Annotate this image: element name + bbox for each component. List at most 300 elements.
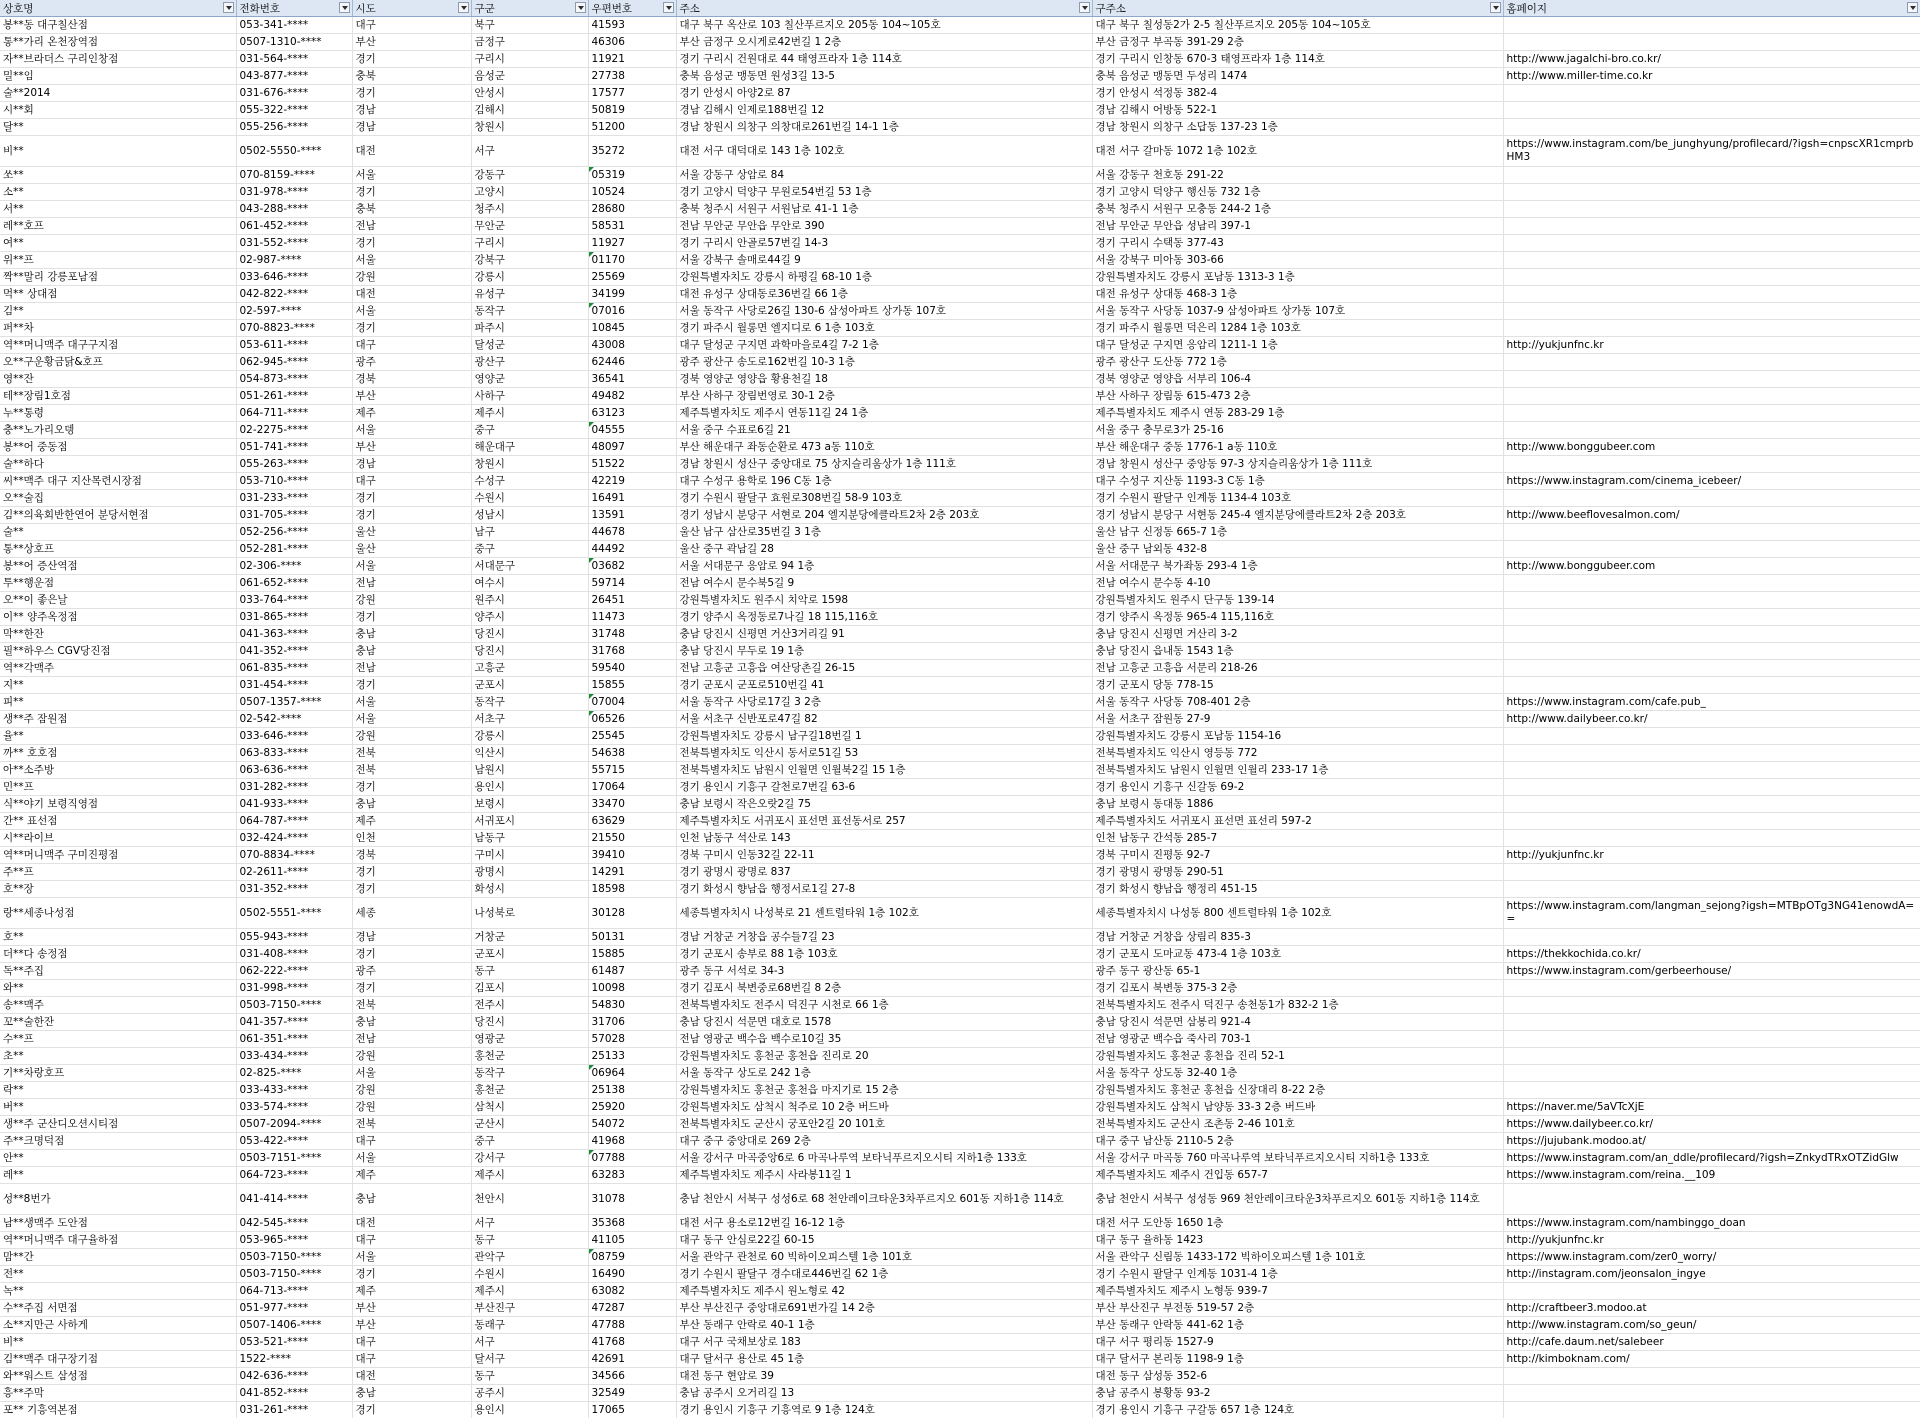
cell-name[interactable]: 퍼**차 (0, 320, 236, 337)
cell-zip[interactable]: 25920 (588, 1099, 676, 1116)
cell-phone[interactable]: 053-341-**** (236, 17, 352, 34)
cell-address[interactable]: 충남 공주시 오거리길 13 (676, 1385, 1092, 1402)
cell-old-address[interactable]: 대전 동구 삼성동 352-6 (1092, 1368, 1503, 1385)
cell-phone[interactable]: 0502-5551-**** (236, 898, 352, 929)
cell-phone[interactable]: 0507-1357-**** (236, 694, 352, 711)
cell-gugun[interactable]: 보령시 (471, 796, 588, 813)
cell-zip[interactable]: 54638 (588, 745, 676, 762)
cell-address[interactable]: 서울 관악구 관천로 60 빅하이오피스텔 1층 101호 (676, 1249, 1092, 1266)
cell-address[interactable]: 경기 파주시 월롱면 엘지디로 6 1층 103호 (676, 320, 1092, 337)
cell-name[interactable]: 피** (0, 694, 236, 711)
cell-sido[interactable]: 서울 (352, 167, 471, 184)
cell-zip[interactable]: 36541 (588, 371, 676, 388)
cell-address[interactable]: 경북 영양군 영양읍 황용천길 18 (676, 371, 1092, 388)
cell-address[interactable]: 경기 성남시 분당구 서현로 204 엘지분당에클라트2차 2층 203호 (676, 507, 1092, 524)
cell-zip[interactable]: 15885 (588, 946, 676, 963)
cell-old-address[interactable]: 전남 고흥군 고흥읍 서문리 218-26 (1092, 660, 1503, 677)
cell-name[interactable]: 랑**세종나성점 (0, 898, 236, 929)
cell-phone[interactable]: 043-288-**** (236, 201, 352, 218)
cell-name[interactable]: 역**머니맥주 대구율하점 (0, 1232, 236, 1249)
cell-phone[interactable]: 0507-1406-**** (236, 1317, 352, 1334)
filter-dropdown-icon[interactable] (339, 2, 350, 13)
cell-zip[interactable]: 25569 (588, 269, 676, 286)
cell-address[interactable]: 대구 서구 국채보상로 183 (676, 1334, 1092, 1351)
cell-old-address[interactable]: 강원특별자치도 강릉시 포남동 1154-16 (1092, 728, 1503, 745)
cell-zip[interactable]: 10524 (588, 184, 676, 201)
cell-zip[interactable]: 17577 (588, 85, 676, 102)
cell-zip[interactable]: 10098 (588, 980, 676, 997)
cell-homepage[interactable] (1503, 201, 1920, 218)
cell-old-address[interactable]: 경남 창원시 성산구 중앙동 97-3 상지슬리움상가 1층 111호 (1092, 456, 1503, 473)
cell-old-address[interactable]: 경기 수원시 팔달구 인계동 1134-4 103호 (1092, 490, 1503, 507)
cell-homepage[interactable] (1503, 490, 1920, 507)
cell-zip[interactable]: 48097 (588, 439, 676, 456)
cell-homepage[interactable] (1503, 422, 1920, 439)
cell-address[interactable]: 충북 음성군 맹동면 원성3길 13-5 (676, 68, 1092, 85)
cell-zip[interactable]: 08759 (588, 1249, 676, 1266)
cell-name[interactable]: 포** 기흥역본점 (0, 1402, 236, 1418)
cell-old-address[interactable]: 전북특별자치도 익산시 영등동 772 (1092, 745, 1503, 762)
cell-zip[interactable]: 41105 (588, 1232, 676, 1249)
cell-sido[interactable]: 경기 (352, 85, 471, 102)
cell-old-address[interactable]: 인천 남동구 간석동 285-7 (1092, 830, 1503, 847)
cell-homepage[interactable] (1503, 997, 1920, 1014)
cell-sido[interactable]: 경남 (352, 929, 471, 946)
cell-zip[interactable]: 11921 (588, 51, 676, 68)
cell-address[interactable]: 대전 서구 대덕대로 143 1층 102호 (676, 136, 1092, 167)
cell-name[interactable]: 와**워스트 삼성점 (0, 1368, 236, 1385)
cell-old-address[interactable]: 경남 김해시 어방동 522-1 (1092, 102, 1503, 119)
cell-address[interactable]: 경기 수원시 팔달구 경수대로446번길 62 1층 (676, 1266, 1092, 1283)
cell-homepage[interactable] (1503, 388, 1920, 405)
cell-phone[interactable]: 064-787-**** (236, 813, 352, 830)
cell-zip[interactable]: 44492 (588, 541, 676, 558)
cell-address[interactable]: 서울 강북구 솔매로44길 9 (676, 252, 1092, 269)
cell-sido[interactable]: 강원 (352, 592, 471, 609)
cell-address[interactable]: 대구 중구 중앙대로 269 2층 (676, 1133, 1092, 1150)
cell-old-address[interactable]: 대구 동구 율하동 1423 (1092, 1232, 1503, 1249)
cell-name[interactable]: 먹** 상대점 (0, 286, 236, 303)
cell-sido[interactable]: 강원 (352, 1082, 471, 1099)
column-header-gugun[interactable] (471, 0, 588, 17)
cell-name[interactable]: 비** (0, 136, 236, 167)
cell-old-address[interactable]: 부산 사하구 장림동 615-473 2층 (1092, 388, 1503, 405)
cell-zip[interactable]: 63123 (588, 405, 676, 422)
cell-sido[interactable]: 충북 (352, 201, 471, 218)
cell-sido[interactable]: 대전 (352, 1215, 471, 1232)
cell-gugun[interactable]: 군산시 (471, 1116, 588, 1133)
cell-name[interactable]: 역**머니맥주 구미진평점 (0, 847, 236, 864)
cell-sido[interactable]: 서울 (352, 558, 471, 575)
cell-gugun[interactable]: 남원시 (471, 762, 588, 779)
cell-phone[interactable]: 062-222-**** (236, 963, 352, 980)
cell-sido[interactable]: 세종 (352, 898, 471, 929)
cell-name[interactable]: 식**야기 보령직영점 (0, 796, 236, 813)
cell-zip[interactable]: 25133 (588, 1048, 676, 1065)
cell-homepage[interactable]: http://www.beeflovesalmon.com/ (1503, 507, 1920, 524)
cell-zip[interactable]: 51522 (588, 456, 676, 473)
cell-phone[interactable]: 0502-5550-**** (236, 136, 352, 167)
cell-sido[interactable]: 전남 (352, 1031, 471, 1048)
cell-phone[interactable]: 061-652-**** (236, 575, 352, 592)
cell-phone[interactable]: 0503-7150-**** (236, 997, 352, 1014)
cell-phone[interactable]: 0503-7150-**** (236, 1249, 352, 1266)
cell-sido[interactable]: 제주 (352, 813, 471, 830)
cell-sido[interactable]: 서울 (352, 694, 471, 711)
cell-gugun[interactable]: 당진시 (471, 1014, 588, 1031)
cell-gugun[interactable]: 고양시 (471, 184, 588, 201)
cell-sido[interactable]: 경기 (352, 51, 471, 68)
cell-zip[interactable]: 43008 (588, 337, 676, 354)
cell-gugun[interactable]: 광명시 (471, 864, 588, 881)
cell-name[interactable]: 송**맥주 (0, 997, 236, 1014)
cell-gugun[interactable]: 김포시 (471, 980, 588, 997)
cell-address[interactable]: 강원특별자치도 강릉시 하평길 68-10 1층 (676, 269, 1092, 286)
cell-name[interactable]: 락** (0, 1082, 236, 1099)
cell-gugun[interactable]: 성남시 (471, 507, 588, 524)
filter-dropdown-icon[interactable] (1907, 2, 1918, 13)
cell-old-address[interactable]: 제주특별자치도 제주시 연동 283-29 1층 (1092, 405, 1503, 422)
cell-homepage[interactable] (1503, 167, 1920, 184)
cell-name[interactable]: 안** (0, 1150, 236, 1167)
cell-phone[interactable]: 041-352-**** (236, 643, 352, 660)
cell-phone[interactable]: 070-8834-**** (236, 847, 352, 864)
cell-zip[interactable]: 47287 (588, 1300, 676, 1317)
cell-gugun[interactable]: 홍천군 (471, 1082, 588, 1099)
cell-sido[interactable]: 대구 (352, 1351, 471, 1368)
cell-sido[interactable]: 서울 (352, 1249, 471, 1266)
cell-old-address[interactable]: 충남 당진시 신평면 거산리 3-2 (1092, 626, 1503, 643)
cell-phone[interactable]: 031-282-**** (236, 779, 352, 796)
cell-gugun[interactable]: 용인시 (471, 779, 588, 796)
cell-address[interactable]: 전북특별자치도 남원시 인월면 인월북2길 15 1층 (676, 762, 1092, 779)
cell-address[interactable]: 강원특별자치도 강릉시 남구길18번길 1 (676, 728, 1092, 745)
cell-gugun[interactable]: 공주시 (471, 1385, 588, 1402)
column-header-name[interactable] (0, 0, 236, 17)
cell-gugun[interactable]: 원주시 (471, 592, 588, 609)
cell-sido[interactable]: 부산 (352, 1300, 471, 1317)
cell-old-address[interactable]: 서울 서대문구 북가좌동 293-4 1층 (1092, 558, 1503, 575)
cell-address[interactable]: 부산 사하구 장림번영로 30-1 2층 (676, 388, 1092, 405)
cell-zip[interactable]: 41968 (588, 1133, 676, 1150)
cell-homepage[interactable] (1503, 85, 1920, 102)
cell-zip[interactable]: 39410 (588, 847, 676, 864)
column-header-old-address[interactable] (1092, 0, 1503, 17)
cell-gugun[interactable]: 제주시 (471, 1283, 588, 1300)
cell-old-address[interactable]: 경기 김포시 북변동 375-3 2층 (1092, 980, 1503, 997)
cell-gugun[interactable]: 당진시 (471, 643, 588, 660)
cell-name[interactable]: 김** (0, 303, 236, 320)
cell-zip[interactable]: 51200 (588, 119, 676, 136)
cell-old-address[interactable]: 대구 북구 칠성동2가 2-5 칠산푸르지오 205동 104~105호 (1092, 17, 1503, 34)
cell-address[interactable]: 서울 서초구 신반포로47길 82 (676, 711, 1092, 728)
cell-old-address[interactable]: 경기 성남시 분당구 서현동 245-4 엘지분당에클라트2차 2층 203호 (1092, 507, 1503, 524)
cell-old-address[interactable]: 경남 창원시 의창구 소답동 137-23 1층 (1092, 119, 1503, 136)
cell-address[interactable]: 대구 북구 옥산로 103 칠산푸르지오 205동 104~105호 (676, 17, 1092, 34)
cell-address[interactable]: 강원특별자치도 원주시 치악로 1598 (676, 592, 1092, 609)
cell-homepage[interactable] (1503, 269, 1920, 286)
cell-gugun[interactable]: 무안군 (471, 218, 588, 235)
cell-homepage[interactable]: http://yukjunfnc.kr (1503, 847, 1920, 864)
cell-address[interactable]: 부산 부산진구 중앙대로691번가길 14 2층 (676, 1300, 1092, 1317)
cell-address[interactable]: 서울 서대문구 응암로 94 1층 (676, 558, 1092, 575)
cell-phone[interactable]: 031-454-**** (236, 677, 352, 694)
cell-zip[interactable]: 11927 (588, 235, 676, 252)
cell-address[interactable]: 대구 동구 안심로22길 60-15 (676, 1232, 1092, 1249)
cell-gugun[interactable]: 김해시 (471, 102, 588, 119)
cell-zip[interactable]: 58531 (588, 218, 676, 235)
cell-zip[interactable]: 07004 (588, 694, 676, 711)
cell-address[interactable]: 강원특별자치도 삼척시 척주로 10 2층 버드바 (676, 1099, 1092, 1116)
cell-gugun[interactable]: 창원시 (471, 456, 588, 473)
cell-sido[interactable]: 대구 (352, 1133, 471, 1150)
cell-homepage[interactable]: https://www.instagram.com/nambinggo_doan (1503, 1215, 1920, 1232)
cell-gugun[interactable]: 양주시 (471, 609, 588, 626)
cell-gugun[interactable]: 관악구 (471, 1249, 588, 1266)
cell-zip[interactable]: 28680 (588, 201, 676, 218)
cell-old-address[interactable]: 부산 부산진구 부전동 519-57 2층 (1092, 1300, 1503, 1317)
cell-address[interactable]: 충북 청주시 서원구 서원남로 41-1 1층 (676, 201, 1092, 218)
cell-old-address[interactable]: 충남 당진시 석문면 삼봉리 921-4 (1092, 1014, 1503, 1031)
cell-gugun[interactable]: 남동구 (471, 830, 588, 847)
cell-homepage[interactable] (1503, 1184, 1920, 1215)
cell-address[interactable]: 서울 동작구 상도로 242 1층 (676, 1065, 1092, 1082)
cell-old-address[interactable]: 서울 관악구 신림동 1433-172 빅하이오피스텔 1층 101호 (1092, 1249, 1503, 1266)
cell-gugun[interactable]: 영양군 (471, 371, 588, 388)
cell-name[interactable]: 오**구운황금닭&호프 (0, 354, 236, 371)
cell-name[interactable]: 달** (0, 119, 236, 136)
cell-old-address[interactable]: 부산 금정구 부곡동 391-29 2층 (1092, 34, 1503, 51)
cell-old-address[interactable]: 경기 고양시 덕양구 행신동 732 1층 (1092, 184, 1503, 201)
cell-phone[interactable]: 063-833-**** (236, 745, 352, 762)
cell-homepage[interactable] (1503, 864, 1920, 881)
cell-phone[interactable]: 064-713-**** (236, 1283, 352, 1300)
cell-phone[interactable]: 055-322-**** (236, 102, 352, 119)
cell-name[interactable]: 까** 호호점 (0, 745, 236, 762)
cell-address[interactable]: 울산 남구 삼산로35번길 3 1층 (676, 524, 1092, 541)
cell-homepage[interactable] (1503, 1283, 1920, 1300)
cell-gugun[interactable]: 동작구 (471, 1065, 588, 1082)
cell-phone[interactable]: 031-261-**** (236, 1402, 352, 1418)
cell-sido[interactable]: 제주 (352, 1167, 471, 1184)
cell-homepage[interactable]: https://www.dailybeer.co.kr/ (1503, 1116, 1920, 1133)
cell-sido[interactable]: 부산 (352, 439, 471, 456)
cell-sido[interactable]: 서울 (352, 303, 471, 320)
cell-phone[interactable]: 055-943-**** (236, 929, 352, 946)
cell-gugun[interactable]: 고흥군 (471, 660, 588, 677)
cell-name[interactable]: 소** (0, 184, 236, 201)
cell-address[interactable]: 경남 창원시 성산구 중앙대로 75 상지슬리움상가 1층 111호 (676, 456, 1092, 473)
cell-old-address[interactable]: 경기 광명시 광명동 290-51 (1092, 864, 1503, 881)
cell-gugun[interactable]: 삼척시 (471, 1099, 588, 1116)
cell-zip[interactable]: 63629 (588, 813, 676, 830)
cell-name[interactable]: 주**크명덕점 (0, 1133, 236, 1150)
cell-phone[interactable]: 031-978-**** (236, 184, 352, 201)
cell-phone[interactable]: 053-710-**** (236, 473, 352, 490)
cell-address[interactable]: 충남 당진시 무두로 19 1층 (676, 643, 1092, 660)
cell-address[interactable]: 경북 구미시 인동32길 22-11 (676, 847, 1092, 864)
cell-sido[interactable]: 충북 (352, 68, 471, 85)
cell-gugun[interactable]: 서대문구 (471, 558, 588, 575)
cell-old-address[interactable]: 충남 천안시 서북구 성성동 969 천안레이크타운3차푸르지오 601동 지하1층 114호 (1092, 1184, 1503, 1215)
cell-homepage[interactable] (1503, 1402, 1920, 1418)
cell-phone[interactable]: 052-281-**** (236, 541, 352, 558)
cell-homepage[interactable]: https://www.instagram.com/cinema_icebeer/ (1503, 473, 1920, 490)
cell-name[interactable]: 오**이 좋은날 (0, 592, 236, 609)
cell-homepage[interactable] (1503, 592, 1920, 609)
cell-sido[interactable]: 대구 (352, 337, 471, 354)
cell-zip[interactable]: 06964 (588, 1065, 676, 1082)
cell-homepage[interactable] (1503, 660, 1920, 677)
cell-homepage[interactable] (1503, 728, 1920, 745)
cell-address[interactable]: 부산 해운대구 좌동순환로 473 a동 110호 (676, 439, 1092, 456)
cell-old-address[interactable]: 강원특별자치도 원주시 단구동 139-14 (1092, 592, 1503, 609)
cell-gugun[interactable]: 동구 (471, 1232, 588, 1249)
cell-name[interactable]: 호** (0, 929, 236, 946)
cell-old-address[interactable]: 울산 남구 신정동 665-7 1층 (1092, 524, 1503, 541)
filter-dropdown-icon[interactable] (458, 2, 469, 13)
cell-sido[interactable]: 대전 (352, 1368, 471, 1385)
cell-name[interactable]: 김**맥주 대구장기점 (0, 1351, 236, 1368)
cell-old-address[interactable]: 전북특별자치도 전주시 덕진구 송천동1가 832-2 1층 (1092, 997, 1503, 1014)
cell-sido[interactable]: 전북 (352, 997, 471, 1014)
cell-zip[interactable]: 42219 (588, 473, 676, 490)
cell-name[interactable]: 누**통령 (0, 405, 236, 422)
cell-address[interactable]: 경기 구리시 안골로57번길 14-3 (676, 235, 1092, 252)
cell-homepage[interactable] (1503, 17, 1920, 34)
cell-name[interactable]: 쏘** (0, 167, 236, 184)
cell-homepage[interactable] (1503, 34, 1920, 51)
cell-zip[interactable]: 41593 (588, 17, 676, 34)
cell-phone[interactable]: 02-2275-**** (236, 422, 352, 439)
cell-zip[interactable]: 46306 (588, 34, 676, 51)
cell-gugun[interactable]: 동구 (471, 963, 588, 980)
cell-name[interactable]: 김**의육회반한연어 분당서현점 (0, 507, 236, 524)
cell-zip[interactable]: 55715 (588, 762, 676, 779)
cell-sido[interactable]: 울산 (352, 541, 471, 558)
cell-zip[interactable]: 50131 (588, 929, 676, 946)
cell-address[interactable]: 울산 중구 곽남길 28 (676, 541, 1092, 558)
cell-homepage[interactable] (1503, 1385, 1920, 1402)
cell-address[interactable]: 경남 창원시 의창구 의창대로261번길 14-1 1층 (676, 119, 1092, 136)
cell-gugun[interactable]: 북구 (471, 17, 588, 34)
cell-sido[interactable]: 경기 (352, 864, 471, 881)
cell-zip[interactable]: 13591 (588, 507, 676, 524)
cell-address[interactable]: 경남 거창군 거창읍 공수들7길 23 (676, 929, 1092, 946)
cell-phone[interactable]: 054-873-**** (236, 371, 352, 388)
cell-zip[interactable]: 16490 (588, 1266, 676, 1283)
cell-sido[interactable]: 경기 (352, 320, 471, 337)
cell-gugun[interactable]: 광산구 (471, 354, 588, 371)
cell-homepage[interactable] (1503, 929, 1920, 946)
cell-old-address[interactable]: 서울 동작구 사당동 708-401 2층 (1092, 694, 1503, 711)
cell-address[interactable]: 경기 고양시 덕양구 무원로54번길 53 1층 (676, 184, 1092, 201)
cell-old-address[interactable]: 대전 서구 갈마동 1072 1층 102호 (1092, 136, 1503, 167)
cell-gugun[interactable]: 서구 (471, 1215, 588, 1232)
cell-phone[interactable]: 0503-7150-**** (236, 1266, 352, 1283)
cell-homepage[interactable]: http://cafe.daum.net/salebeer (1503, 1334, 1920, 1351)
cell-name[interactable]: 시**회 (0, 102, 236, 119)
cell-address[interactable]: 대구 달서구 용산로 45 1층 (676, 1351, 1092, 1368)
cell-sido[interactable]: 경기 (352, 881, 471, 898)
cell-phone[interactable]: 031-352-**** (236, 881, 352, 898)
cell-gugun[interactable]: 구리시 (471, 235, 588, 252)
cell-homepage[interactable]: https://www.instagram.com/cafe.pub_ (1503, 694, 1920, 711)
cell-gugun[interactable]: 강서구 (471, 1150, 588, 1167)
cell-sido[interactable]: 충남 (352, 1385, 471, 1402)
cell-gugun[interactable]: 창원시 (471, 119, 588, 136)
cell-phone[interactable]: 033-646-**** (236, 269, 352, 286)
cell-phone[interactable]: 031-705-**** (236, 507, 352, 524)
cell-zip[interactable]: 57028 (588, 1031, 676, 1048)
cell-zip[interactable]: 27738 (588, 68, 676, 85)
cell-old-address[interactable]: 경기 군포시 당동 778-15 (1092, 677, 1503, 694)
cell-old-address[interactable]: 서울 강서구 마곡동 760 마곡나루역 보타닉푸르지오시티 지하1층 133호 (1092, 1150, 1503, 1167)
cell-address[interactable]: 광주 광산구 송도로162번길 10-3 1층 (676, 354, 1092, 371)
cell-sido[interactable]: 대구 (352, 17, 471, 34)
cell-homepage[interactable] (1503, 524, 1920, 541)
cell-name[interactable]: 역**각맥주 (0, 660, 236, 677)
cell-phone[interactable]: 031-564-**** (236, 51, 352, 68)
cell-name[interactable]: 오**술집 (0, 490, 236, 507)
cell-homepage[interactable] (1503, 405, 1920, 422)
cell-homepage[interactable] (1503, 541, 1920, 558)
cell-name[interactable]: 봉**어 증산역점 (0, 558, 236, 575)
cell-sido[interactable]: 경기 (352, 980, 471, 997)
cell-address[interactable]: 경남 김해시 인제로188번길 12 (676, 102, 1092, 119)
cell-phone[interactable]: 055-256-**** (236, 119, 352, 136)
cell-address[interactable]: 제주특별자치도 서귀포시 표선면 표선동서로 257 (676, 813, 1092, 830)
cell-old-address[interactable]: 광주 동구 광산동 65-1 (1092, 963, 1503, 980)
cell-old-address[interactable]: 경기 화성시 향남읍 행정리 451-15 (1092, 881, 1503, 898)
cell-name[interactable]: 씨**맥주 대구 지산목련시장점 (0, 473, 236, 490)
cell-address[interactable]: 강원특별자치도 홍천군 홍천읍 진리로 20 (676, 1048, 1092, 1065)
cell-gugun[interactable]: 부산진구 (471, 1300, 588, 1317)
cell-name[interactable]: 자**브라더스 구리인창점 (0, 51, 236, 68)
cell-gugun[interactable]: 수원시 (471, 1266, 588, 1283)
cell-gugun[interactable]: 서구 (471, 136, 588, 167)
cell-phone[interactable]: 061-835-**** (236, 660, 352, 677)
cell-zip[interactable]: 25545 (588, 728, 676, 745)
cell-phone[interactable]: 064-723-**** (236, 1167, 352, 1184)
cell-address[interactable]: 경기 수원시 팔달구 효원로308번길 58-9 103호 (676, 490, 1092, 507)
cell-gugun[interactable]: 사하구 (471, 388, 588, 405)
cell-sido[interactable]: 광주 (352, 354, 471, 371)
cell-old-address[interactable]: 충남 당진시 읍내동 1543 1층 (1092, 643, 1503, 660)
cell-sido[interactable]: 서울 (352, 1150, 471, 1167)
cell-old-address[interactable]: 서울 강동구 천호동 291-22 (1092, 167, 1503, 184)
cell-sido[interactable]: 광주 (352, 963, 471, 980)
cell-old-address[interactable]: 울산 중구 남외동 432-8 (1092, 541, 1503, 558)
cell-phone[interactable]: 02-306-**** (236, 558, 352, 575)
cell-phone[interactable]: 041-414-**** (236, 1184, 352, 1215)
cell-address[interactable]: 전북특별자치도 전주시 덕진구 시천로 66 1층 (676, 997, 1092, 1014)
cell-sido[interactable]: 경북 (352, 847, 471, 864)
cell-address[interactable]: 제주특별자치도 제주시 원노형로 42 (676, 1283, 1092, 1300)
filter-dropdown-icon[interactable] (1490, 2, 1501, 13)
cell-sido[interactable]: 전북 (352, 745, 471, 762)
cell-zip[interactable]: 34199 (588, 286, 676, 303)
cell-gugun[interactable]: 제주시 (471, 1167, 588, 1184)
cell-gugun[interactable]: 화성시 (471, 881, 588, 898)
cell-name[interactable]: 버** (0, 1099, 236, 1116)
cell-sido[interactable]: 인천 (352, 830, 471, 847)
cell-sido[interactable]: 강원 (352, 1048, 471, 1065)
cell-homepage[interactable]: https://www.instagram.com/langman_sejong?igsh=MTBpOTg3NG41enowdA== (1503, 898, 1920, 929)
cell-sido[interactable]: 대구 (352, 1232, 471, 1249)
cell-sido[interactable]: 경기 (352, 609, 471, 626)
cell-old-address[interactable]: 부산 동래구 안락동 441-62 1층 (1092, 1317, 1503, 1334)
